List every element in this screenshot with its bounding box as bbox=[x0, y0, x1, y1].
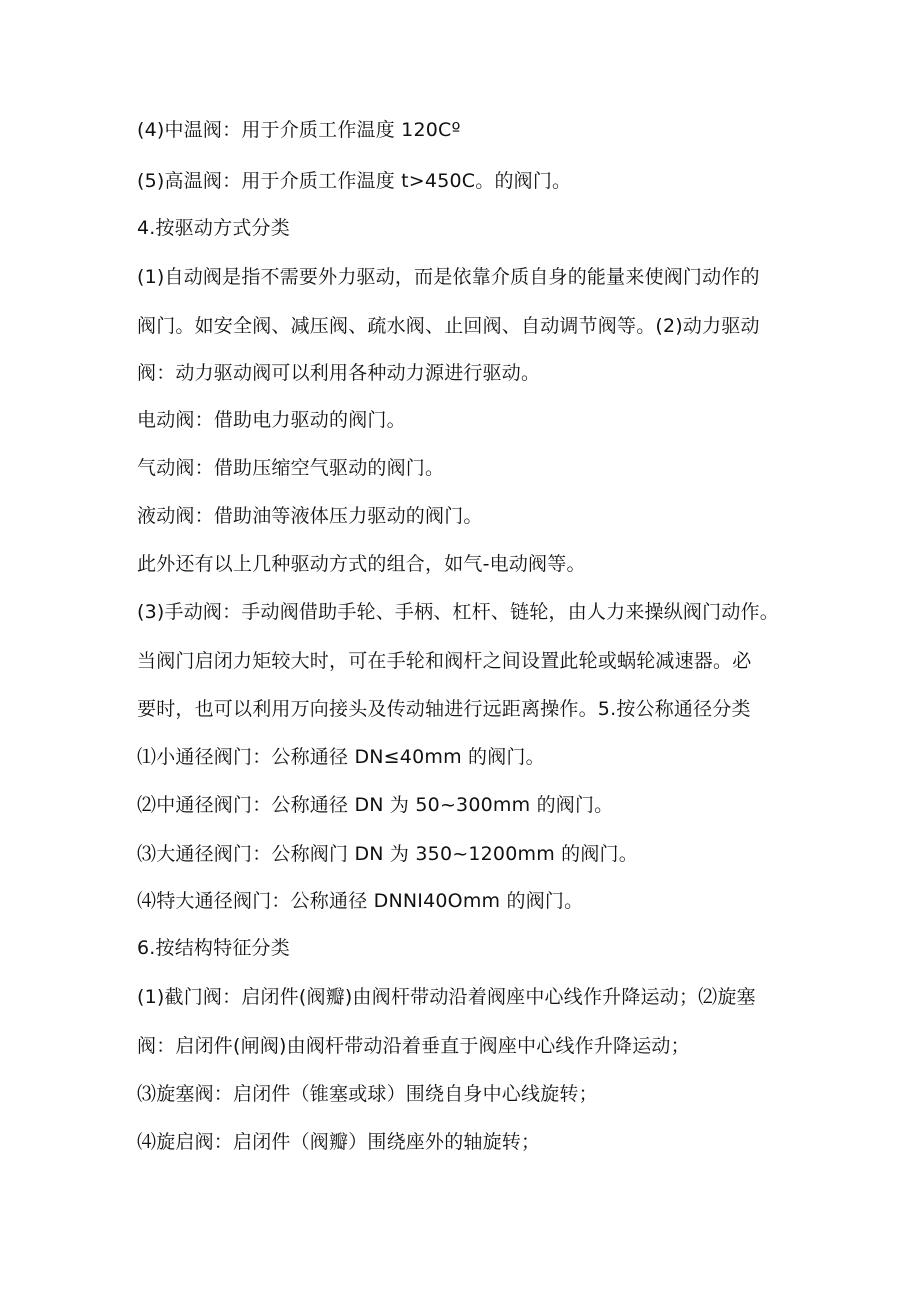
text-line-17: ⑷特大通径阀门：公称通径 DNNI40Omm 的阀门。 bbox=[137, 890, 584, 912]
text-line-12: 当阀门启闭力矩较大时，可在手轮和阀杆之间设置此轮或蜗轮减速器。必 bbox=[137, 650, 752, 672]
text-line-19: (1)截门阀：启闭件(阀瓣)由阀杆带动沿着阀座中心线作升降运动；⑵旋塞 bbox=[137, 986, 756, 1008]
text-line-8: 气动阀：借助压缩空气驱动的阀门。 bbox=[137, 457, 445, 479]
text-line-11: (3)手动阀：手动阀借助手轮、手柄、杠杆、链轮，由人力来操纵阀门动作。 bbox=[137, 601, 779, 623]
text-line-14: ⑴小通径阀门：公称通径 DN≤40mm 的阀门。 bbox=[137, 746, 545, 768]
text-line-21: ⑶旋塞阀：启闭件（锥塞或球）围绕自身中心线旋转； bbox=[137, 1083, 598, 1105]
text-line-20: 阀：启闭件(闸阀)由阀杆带动沿着垂直于阀座中心线作升降运动； bbox=[137, 1035, 690, 1057]
text-line-16: ⑶大通径阀门：公称阀门 DN 为 350~1200mm 的阀门。 bbox=[137, 843, 638, 865]
text-line-7: 电动阀：借助电力驱动的阀门。 bbox=[137, 409, 406, 431]
text-line-13: 要时，也可以利用万向接头及传动轴进行远距离操作。5.按公称通径分类 bbox=[137, 698, 751, 720]
text-line-5: 阀门。如安全阀、减压阀、疏水阀、止回阀、自动调节阀等。(2)动力驱动 bbox=[137, 315, 760, 337]
text-line-22: ⑷旋启阀：启闭件（阀瓣）围绕座外的轴旋转； bbox=[137, 1131, 541, 1153]
text-line-9: 液动阀：借助油等液体压力驱动的阀门。 bbox=[137, 505, 483, 527]
section-heading-structure: 6.按结构特征分类 bbox=[137, 937, 290, 959]
text-line-2: (5)高温阀：用于介质工作温度 t>450C。的阀门。 bbox=[137, 170, 572, 192]
text-line-15: ⑵中通径阀门：公称通径 DN 为 50~300mm 的阀门。 bbox=[137, 794, 614, 816]
text-line-6: 阀：动力驱动阀可以利用各种动力源进行驱动。 bbox=[137, 362, 541, 384]
text-line-1: (4)中温阀：用于介质工作温度 120Cº bbox=[137, 119, 461, 141]
text-line-10: 此外还有以上几种驱动方式的组合，如气-电动阀等。 bbox=[137, 553, 586, 575]
section-heading-drive: 4.按驱动方式分类 bbox=[137, 217, 290, 239]
text-line-4: (1)自动阀是指不需要外力驱动，而是依靠介质自身的能量来使阀门动作的 bbox=[137, 266, 760, 288]
